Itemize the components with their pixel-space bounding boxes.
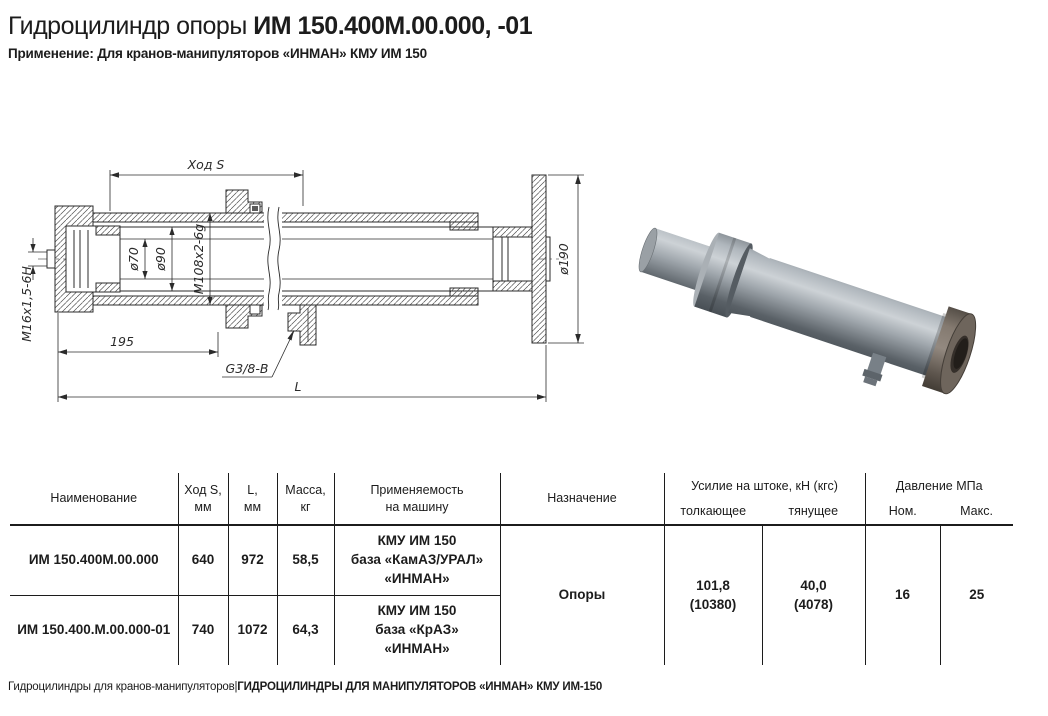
cell-stroke-1: 640 <box>178 525 228 595</box>
cell-model-2: ИМ 150.400.М.00.000-01 <box>17 621 171 637</box>
cell-purpose: Опоры <box>500 525 664 665</box>
col-header-rod-force: Усилие на штоке, кН (кгс) <box>664 473 865 499</box>
dim-d90-label: ø90 <box>153 247 168 271</box>
barrel-bottom-wall <box>93 296 478 305</box>
col-header-pressure-max: Макс. <box>940 499 1013 525</box>
page-title <box>8 12 532 41</box>
cell-mass-1: 58,5 <box>277 525 334 595</box>
cell-application-2: КМУ ИМ 150 база «КрАЗ» «ИНМАН» <box>334 595 500 665</box>
dim-rod-thread-label: M108x2-6g <box>191 223 206 295</box>
cell-length-2: 1072 <box>228 595 277 665</box>
dim-d190-label: ø190 <box>556 243 571 275</box>
col-header-mass: Масса, кг <box>277 473 334 525</box>
technical-drawing <box>0 95 1048 445</box>
cylinder-cross-section <box>38 175 566 345</box>
cell-stroke-2: 740 <box>178 595 228 665</box>
g38-fitting <box>288 305 316 345</box>
title-product-type: Гидроцилиндр опоры <box>8 12 254 40</box>
dim-stroke-label: Ход S <box>187 157 225 172</box>
dim-port-label: G3/8-B <box>225 361 269 376</box>
col-header-force-push: толкающее <box>664 499 762 525</box>
col-header-length: L, мм <box>228 473 277 525</box>
col-header-force-pull: тянущее <box>762 499 865 525</box>
piston-seal-top <box>96 226 120 235</box>
product-photo <box>625 208 983 411</box>
cell-force-push: 101,8 (10380) <box>664 525 762 665</box>
barrel-top-wall <box>93 213 478 222</box>
cell-pressure-nom: 16 <box>865 525 940 665</box>
gland-top <box>450 222 478 230</box>
spec-table <box>10 473 1013 665</box>
cell-force-pull: 40,0 (4078) <box>762 525 865 665</box>
cell-mass-2: 64,3 <box>277 595 334 665</box>
m16-port <box>47 250 55 268</box>
support-flange <box>532 175 546 343</box>
col-header-application: Применяемость на машину <box>334 473 500 525</box>
application-note: Применение: Для кранов-манипуляторов «ИНМАН» КМУ ИМ 150 <box>8 46 427 61</box>
gland-bottom <box>450 288 478 296</box>
footer-series-title: ГИДРОЦИЛИНДРЫ ДЛЯ МАНИПУЛЯТОРОВ «ИНМАН» КМУ ИМ-150 <box>237 681 603 693</box>
cell-model-1: ИМ 150.400М.00.000 <box>10 525 178 595</box>
dim-left-thread-label: M16x1,5-6H <box>19 266 34 342</box>
col-header-stroke: Ход S, мм <box>178 473 228 525</box>
footer <box>8 681 602 693</box>
title-model-number: ИМ 150.400М.00.000, -01 <box>253 12 533 40</box>
dim-length-label: L <box>294 379 302 394</box>
col-header-name: Наименование <box>10 473 178 525</box>
piston-seal-bottom <box>96 283 120 292</box>
cell-pressure-max: 25 <box>940 525 1013 665</box>
dim-d70-label: ø70 <box>126 247 141 271</box>
piston-rod <box>120 227 493 291</box>
col-header-pressure-nom: Ном. <box>865 499 940 525</box>
footer-category: Гидроцилиндры для кранов-манипуляторов| <box>8 681 238 693</box>
col-header-purpose: Назначение <box>500 473 664 525</box>
table-row <box>10 525 1013 595</box>
photo-barrel <box>750 258 947 376</box>
cell-application-1: КМУ ИМ 150 база «КамАЗ/УРАЛ» «ИНМАН» <box>334 525 500 595</box>
cell-length-1: 972 <box>228 525 277 595</box>
dim-195-label: 195 <box>110 334 134 349</box>
col-header-pressure: Давление МПа <box>865 473 1013 499</box>
